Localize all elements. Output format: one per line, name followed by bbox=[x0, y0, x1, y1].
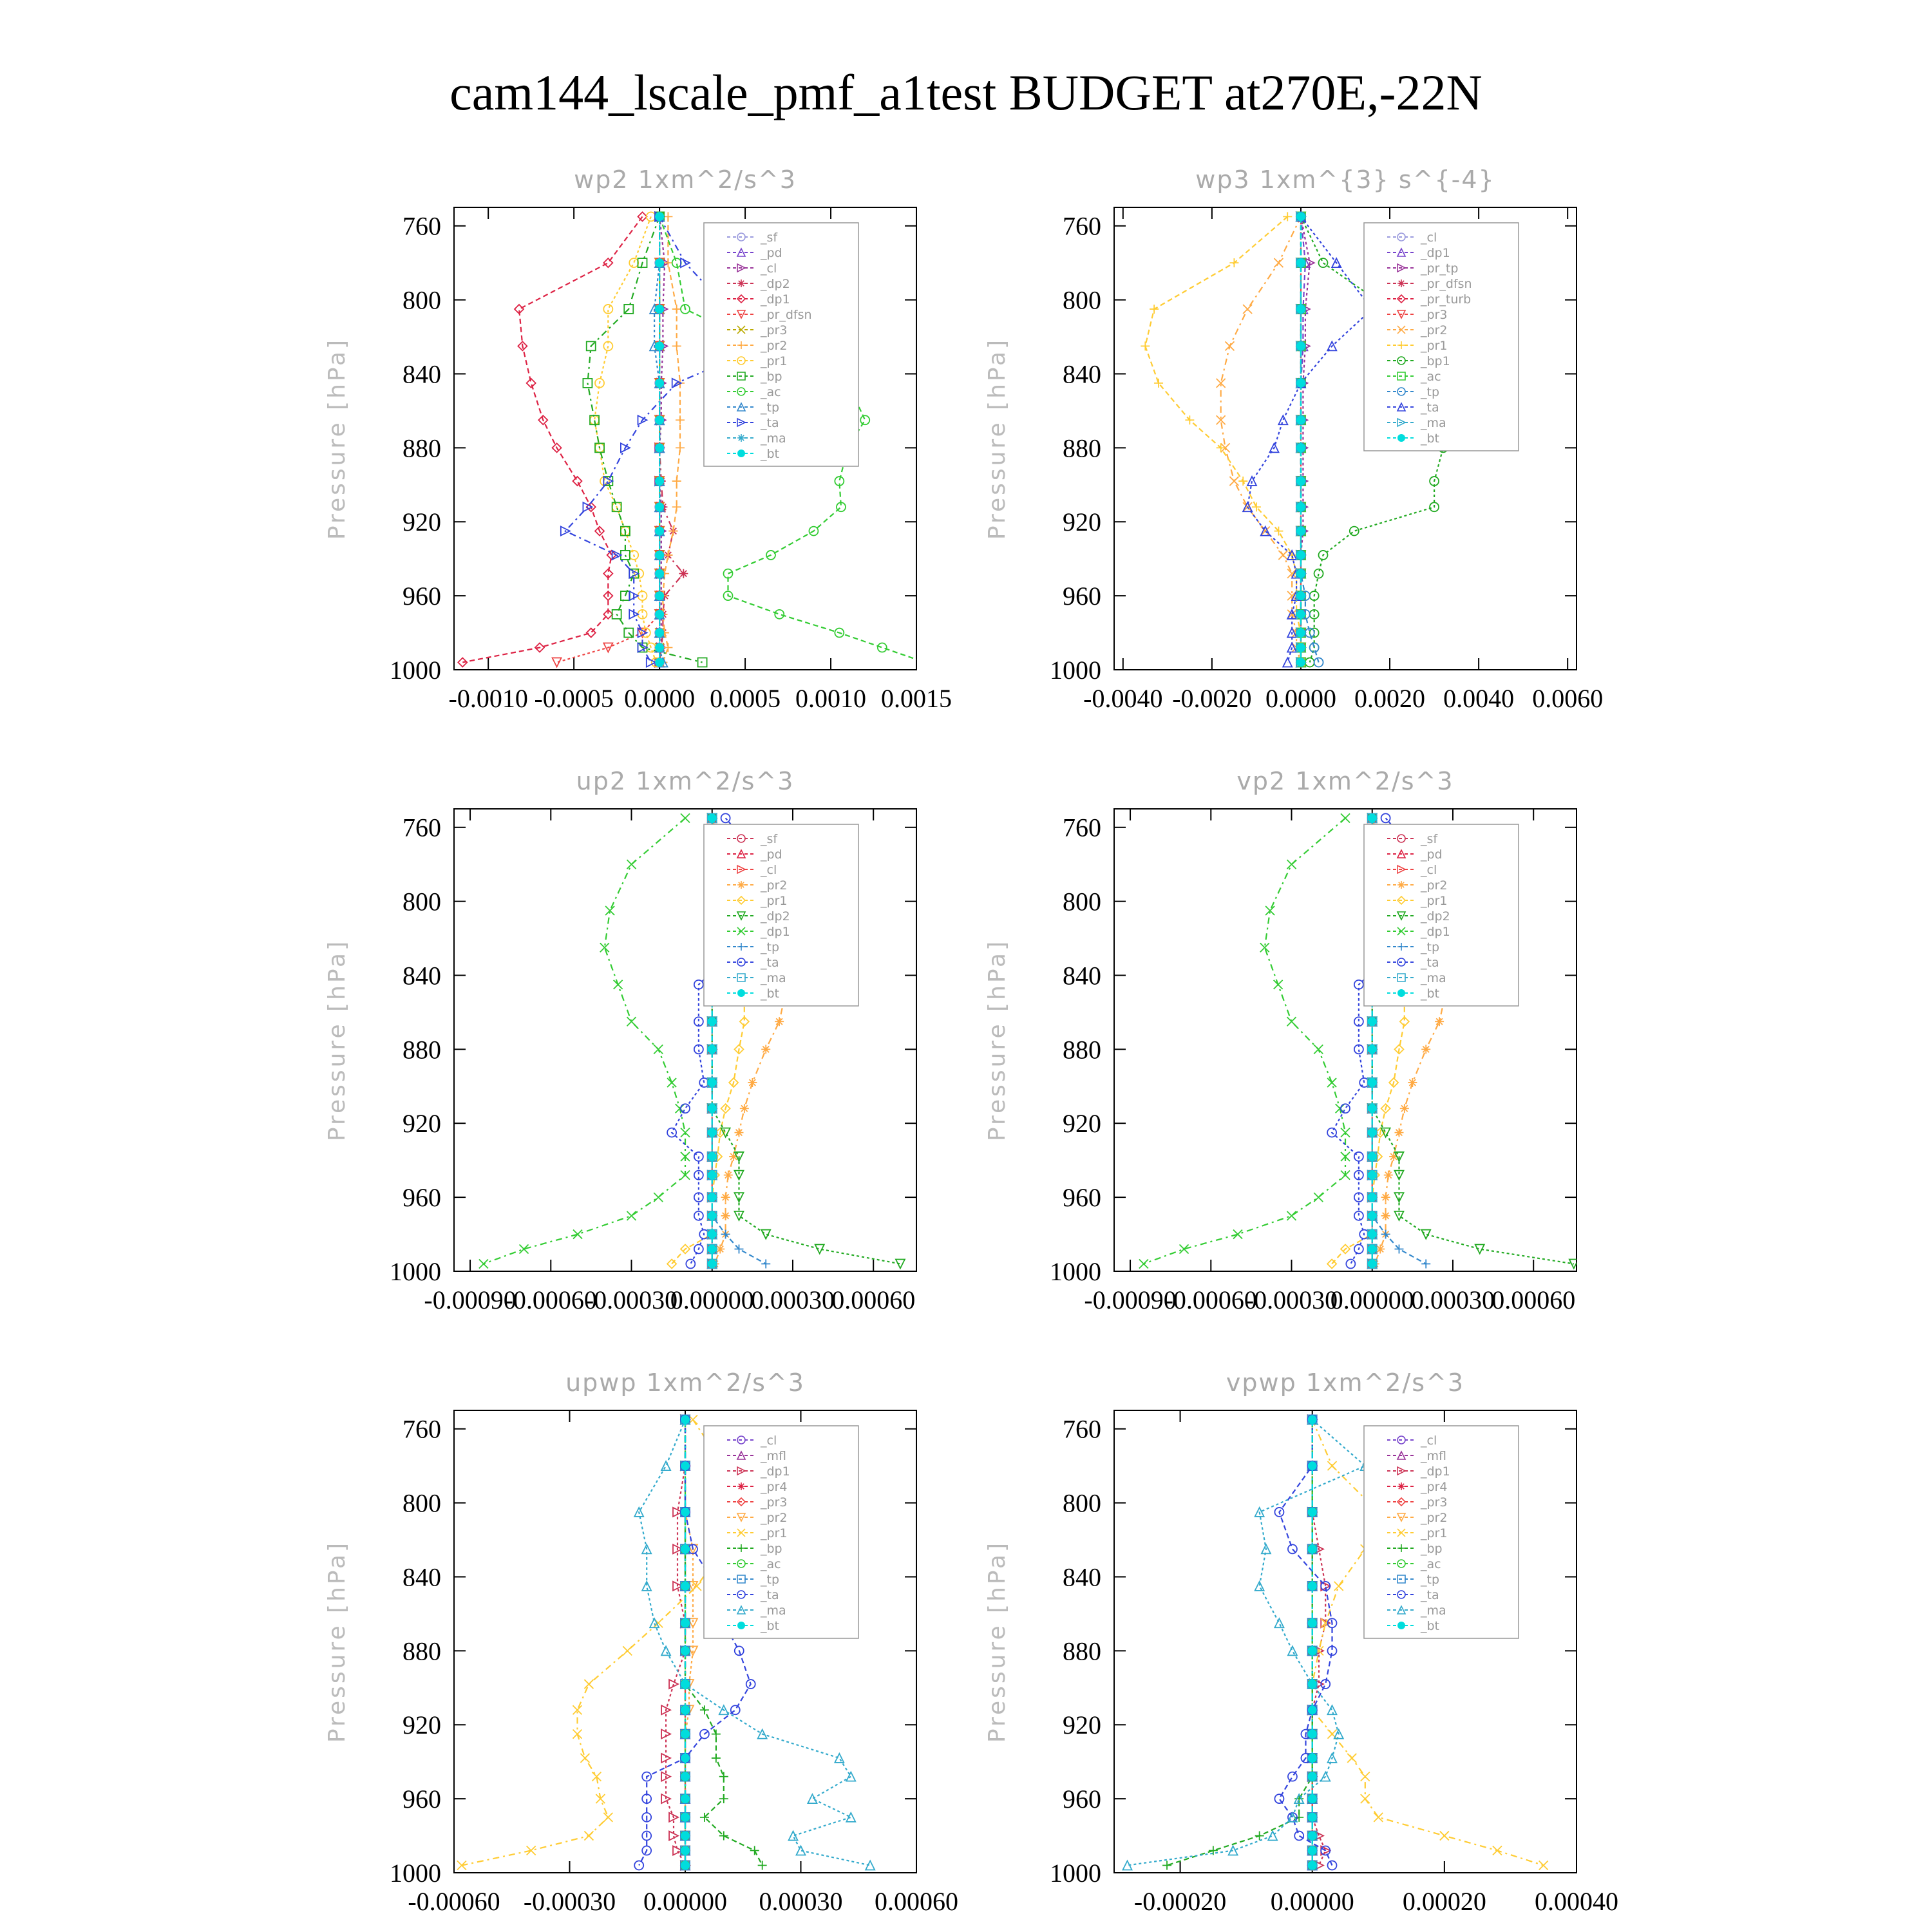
data-point bbox=[708, 1078, 717, 1087]
legend-label: _ta bbox=[761, 1588, 779, 1602]
data-point bbox=[748, 1078, 757, 1087]
data-point bbox=[1421, 1045, 1430, 1054]
data-point bbox=[681, 1415, 690, 1424]
legend-label: _bt bbox=[761, 1619, 780, 1633]
data-point bbox=[1368, 813, 1377, 822]
legend bbox=[704, 223, 858, 466]
legend-label: _ta bbox=[1421, 1588, 1439, 1602]
data-point bbox=[1296, 379, 1305, 388]
y-tick-label: 880 bbox=[1063, 1636, 1101, 1666]
y-tick-label: 880 bbox=[402, 433, 441, 463]
y-tick-label: 960 bbox=[402, 582, 441, 611]
legend-label: _pr3 bbox=[761, 1495, 788, 1510]
data-point bbox=[1296, 415, 1305, 424]
legend-label: _pd bbox=[761, 848, 782, 862]
legend-label: _pr2 bbox=[761, 1511, 788, 1525]
data-point bbox=[1308, 1461, 1317, 1470]
data-point bbox=[1368, 1211, 1377, 1220]
data-point bbox=[1368, 1245, 1377, 1254]
data-point bbox=[708, 1211, 717, 1220]
x-tick-label: 0.0005 bbox=[710, 684, 781, 713]
data-point bbox=[1308, 1415, 1317, 1424]
data-point bbox=[655, 258, 664, 267]
legend-label: _ma bbox=[1421, 971, 1446, 985]
x-tick-label: 0.0000 bbox=[1265, 684, 1336, 713]
x-tick-label: 0.0060 bbox=[1532, 684, 1604, 713]
x-tick-label: 0.0010 bbox=[795, 684, 867, 713]
x-tick-label: 0.00000 bbox=[1330, 1285, 1414, 1314]
data-point bbox=[1381, 1211, 1390, 1220]
data-point bbox=[708, 813, 717, 822]
data-point bbox=[681, 1772, 690, 1781]
legend-label: _dp2 bbox=[1421, 909, 1450, 923]
legend-label: _tp bbox=[761, 1573, 780, 1587]
legend-label: _cl bbox=[1421, 231, 1437, 245]
data-point bbox=[1296, 341, 1305, 350]
legend-label: _ma bbox=[1421, 1604, 1446, 1618]
data-point bbox=[681, 1794, 690, 1803]
data-point bbox=[708, 1104, 717, 1113]
legend-marker bbox=[1397, 279, 1405, 287]
legend-label: _mfl bbox=[761, 1449, 786, 1463]
data-point bbox=[1308, 1846, 1317, 1855]
legend-label: _sf bbox=[1421, 832, 1438, 846]
x-tick-label: 0.0000 bbox=[624, 684, 696, 713]
y-tick-label: 920 bbox=[402, 1710, 441, 1740]
legend-label: _pr_tp bbox=[1421, 261, 1459, 276]
x-tick-label: -0.00060 bbox=[504, 1285, 597, 1314]
y-tick-label: 760 bbox=[402, 813, 441, 842]
x-tick-label: -0.0010 bbox=[448, 684, 528, 713]
data-point bbox=[708, 1045, 717, 1054]
legend-label: _pr2 bbox=[761, 339, 788, 353]
y-tick-label: 960 bbox=[1063, 1183, 1101, 1213]
legend-label: _ta bbox=[1421, 401, 1439, 415]
x-tick-label: 0.00040 bbox=[1535, 1887, 1618, 1916]
data-point bbox=[1368, 1260, 1377, 1269]
data-point bbox=[681, 1680, 690, 1689]
data-point bbox=[1296, 502, 1305, 511]
data-point bbox=[1296, 527, 1305, 536]
legend-label: _bt bbox=[1421, 1619, 1440, 1633]
x-tick-label: -0.0005 bbox=[534, 684, 614, 713]
y-tick-label: 1000 bbox=[1050, 1859, 1101, 1888]
y-tick-label: 800 bbox=[402, 887, 441, 916]
data-point bbox=[1435, 1017, 1444, 1026]
y-tick-label: 840 bbox=[1063, 1562, 1101, 1592]
y-tick-label: 1000 bbox=[1050, 656, 1101, 685]
legend-label: _pr2 bbox=[1421, 323, 1448, 337]
legend-label: _mfl bbox=[1421, 1449, 1446, 1463]
data-point bbox=[655, 212, 664, 221]
x-tick-label: -0.00060 bbox=[1164, 1285, 1257, 1314]
legend-label: _ma bbox=[761, 431, 786, 446]
legend bbox=[704, 1426, 858, 1638]
y-tick-label: 880 bbox=[1063, 433, 1101, 463]
data-point bbox=[681, 1754, 690, 1763]
legend-label: _dp1 bbox=[1421, 1464, 1450, 1479]
legend-label: _ma bbox=[761, 1604, 786, 1618]
y-axis-label: Pressure [hPa] bbox=[984, 337, 1010, 540]
legend-label: _pr3 bbox=[761, 323, 788, 337]
data-point bbox=[655, 341, 664, 350]
legend-label: _tp bbox=[1421, 1573, 1440, 1587]
legend-label: _pr3 bbox=[1421, 1495, 1448, 1510]
panel-title: up2 1xm^2/s^3 bbox=[576, 767, 795, 795]
data-point bbox=[1308, 1861, 1317, 1870]
y-axis-label: Pressure [hPa] bbox=[324, 938, 350, 1142]
legend-label: _ta bbox=[1421, 956, 1439, 970]
data-point bbox=[761, 1045, 770, 1054]
data-point bbox=[655, 591, 664, 600]
legend-label: _ac bbox=[761, 385, 781, 399]
data-point bbox=[655, 610, 664, 619]
data-point bbox=[655, 569, 664, 578]
legend-label: _pr2 bbox=[1421, 1511, 1448, 1525]
legend-label: _tp bbox=[1421, 385, 1440, 399]
data-point bbox=[708, 1230, 717, 1239]
panel-title: upwp 1xm^2/s^3 bbox=[565, 1368, 805, 1397]
legend bbox=[704, 824, 858, 1006]
legend-label: _ta bbox=[761, 956, 779, 970]
data-point bbox=[681, 1618, 690, 1627]
legend-label: _dp2 bbox=[761, 277, 790, 291]
legend-label: _cl bbox=[761, 863, 777, 877]
legend-label: _pr2 bbox=[761, 878, 788, 893]
legend-label: _bt bbox=[1421, 987, 1440, 1001]
x-tick-label: -0.00030 bbox=[523, 1887, 616, 1916]
legend bbox=[1364, 824, 1519, 1006]
y-tick-label: 840 bbox=[402, 961, 441, 990]
x-tick-label: -0.00020 bbox=[1133, 1887, 1227, 1916]
data-point bbox=[655, 305, 664, 314]
data-point bbox=[1368, 1078, 1377, 1087]
legend-label: _ta bbox=[761, 416, 779, 430]
x-tick-label: 0.00000 bbox=[670, 1285, 754, 1314]
data-point bbox=[681, 1813, 690, 1822]
legend-marker bbox=[1397, 881, 1405, 889]
data-point bbox=[1308, 1680, 1317, 1689]
data-point bbox=[655, 415, 664, 424]
y-tick-label: 960 bbox=[1063, 1785, 1101, 1814]
data-point bbox=[655, 551, 664, 560]
data-point bbox=[1296, 212, 1305, 221]
y-tick-label: 880 bbox=[402, 1636, 441, 1666]
y-tick-label: 800 bbox=[402, 1488, 441, 1518]
legend-marker bbox=[1397, 989, 1405, 997]
data-point bbox=[1368, 1230, 1377, 1239]
y-tick-label: 1000 bbox=[1050, 1257, 1101, 1286]
legend-label: _pr1 bbox=[1421, 339, 1448, 353]
legend-label: _tp bbox=[1421, 940, 1440, 954]
data-point bbox=[708, 1128, 717, 1137]
legend-label: _pr1 bbox=[761, 1526, 788, 1540]
y-tick-label: 920 bbox=[1063, 507, 1101, 537]
y-tick-label: 760 bbox=[1063, 813, 1101, 842]
data-point bbox=[1296, 305, 1305, 314]
y-tick-label: 960 bbox=[402, 1183, 441, 1213]
legend-marker bbox=[737, 450, 745, 457]
data-point bbox=[1296, 591, 1305, 600]
legend-label: _pr1 bbox=[761, 354, 788, 368]
panel-title: vpwp 1xm^2/s^3 bbox=[1226, 1368, 1465, 1397]
legend-marker bbox=[737, 434, 745, 442]
x-tick-label: 0.0015 bbox=[881, 684, 952, 713]
data-point bbox=[1296, 258, 1305, 267]
x-tick-label: -0.0020 bbox=[1172, 684, 1252, 713]
y-axis-label: Pressure [hPa] bbox=[984, 938, 1010, 1142]
y-tick-label: 920 bbox=[402, 507, 441, 537]
data-point bbox=[1368, 1128, 1377, 1137]
data-point bbox=[708, 1152, 717, 1161]
y-tick-label: 1000 bbox=[390, 656, 441, 685]
data-point bbox=[1308, 1646, 1317, 1655]
legend-label: _tp bbox=[761, 940, 780, 954]
legend-label: _pr4 bbox=[761, 1480, 788, 1494]
legend-label: _pr4 bbox=[1421, 1480, 1448, 1494]
legend-label: _cl bbox=[761, 261, 777, 276]
data-point bbox=[1308, 1582, 1317, 1591]
y-tick-label: 760 bbox=[1063, 1414, 1101, 1444]
legend-label: _dp1 bbox=[761, 1464, 790, 1479]
legend-label: _bp bbox=[761, 1542, 782, 1556]
y-tick-label: 840 bbox=[1063, 961, 1101, 990]
data-point bbox=[1381, 1193, 1390, 1202]
y-tick-label: 960 bbox=[402, 1785, 441, 1814]
data-point bbox=[1368, 1045, 1377, 1054]
data-point bbox=[1308, 1772, 1317, 1781]
data-point bbox=[1308, 1544, 1317, 1553]
legend-label: _bt bbox=[1421, 431, 1440, 446]
y-tick-label: 800 bbox=[1063, 887, 1101, 916]
data-point bbox=[1308, 1754, 1317, 1763]
data-point bbox=[655, 379, 664, 388]
y-tick-label: 840 bbox=[402, 1562, 441, 1592]
legend-label: _pr1 bbox=[1421, 894, 1448, 908]
x-tick-label: -0.0040 bbox=[1083, 684, 1163, 713]
legend-label: _cl bbox=[1421, 863, 1437, 877]
data-point bbox=[681, 1646, 690, 1655]
x-tick-label: 0.00030 bbox=[750, 1285, 835, 1314]
x-tick-label: 0.00060 bbox=[831, 1285, 916, 1314]
data-point bbox=[1296, 658, 1305, 667]
data-point bbox=[1368, 1171, 1377, 1180]
data-point bbox=[1296, 477, 1305, 486]
legend-marker bbox=[737, 989, 745, 997]
data-point bbox=[655, 527, 664, 536]
y-tick-label: 840 bbox=[1063, 359, 1101, 389]
legend-label: _dp2 bbox=[761, 909, 790, 923]
y-tick-label: 800 bbox=[402, 285, 441, 315]
legend-marker bbox=[1397, 1622, 1405, 1629]
data-point bbox=[1296, 569, 1305, 578]
legend-label: _cl bbox=[1421, 1434, 1437, 1448]
x-tick-label: 0.00060 bbox=[875, 1887, 958, 1916]
legend-label: _pr_turb bbox=[1421, 292, 1472, 307]
legend-marker bbox=[737, 1482, 745, 1490]
data-point bbox=[1368, 1152, 1377, 1161]
legend-label: _bt bbox=[761, 447, 780, 461]
legend-label: _bt bbox=[761, 987, 780, 1001]
data-point bbox=[1296, 643, 1305, 652]
y-tick-label: 920 bbox=[1063, 1109, 1101, 1139]
y-tick-label: 760 bbox=[1063, 211, 1101, 241]
data-point bbox=[655, 643, 664, 652]
y-tick-label: 1000 bbox=[390, 1257, 441, 1286]
legend-marker bbox=[1397, 1482, 1405, 1490]
data-point bbox=[1308, 1618, 1317, 1627]
x-tick-label: 0.00030 bbox=[759, 1887, 843, 1916]
legend-label: _pr_dfsn bbox=[1421, 277, 1472, 291]
data-point bbox=[1308, 1705, 1317, 1714]
legend-label: _bp1 bbox=[1421, 354, 1450, 368]
data-point bbox=[734, 1128, 743, 1137]
legend-label: _sf bbox=[761, 231, 778, 245]
y-axis-label: Pressure [hPa] bbox=[324, 1540, 350, 1743]
panel-title: vp2 1xm^2/s^3 bbox=[1236, 767, 1454, 795]
data-point bbox=[708, 1193, 717, 1202]
data-point bbox=[1296, 610, 1305, 619]
y-tick-label: 960 bbox=[1063, 582, 1101, 611]
data-point bbox=[681, 1861, 690, 1870]
data-point bbox=[681, 1461, 690, 1470]
y-tick-label: 1000 bbox=[390, 1859, 441, 1888]
data-point bbox=[655, 658, 664, 667]
data-point bbox=[1308, 1794, 1317, 1803]
x-tick-label: 0.0040 bbox=[1443, 684, 1515, 713]
y-tick-label: 920 bbox=[402, 1109, 441, 1139]
legend-label: _sf bbox=[761, 832, 778, 846]
data-point bbox=[1384, 1171, 1393, 1180]
legend-label: _pr3 bbox=[1421, 308, 1448, 322]
legend-label: _pr2 bbox=[1421, 878, 1448, 893]
x-tick-label: -0.00090 bbox=[424, 1285, 516, 1314]
y-tick-label: 880 bbox=[1063, 1035, 1101, 1065]
legend-label: _ac bbox=[761, 1557, 781, 1571]
x-tick-label: -0.00060 bbox=[408, 1887, 500, 1916]
legend-label: _pr_dfsn bbox=[761, 308, 812, 322]
y-tick-label: 920 bbox=[1063, 1710, 1101, 1740]
data-point bbox=[655, 477, 664, 486]
data-point bbox=[681, 1582, 690, 1591]
legend-label: _pr1 bbox=[761, 894, 788, 908]
data-point bbox=[1308, 1730, 1317, 1739]
data-point bbox=[1308, 1832, 1317, 1841]
x-tick-label: 0.00060 bbox=[1492, 1285, 1576, 1314]
data-point bbox=[681, 1508, 690, 1517]
legend-label: _ma bbox=[761, 971, 786, 985]
legend-label: _cl bbox=[761, 1434, 777, 1448]
legend bbox=[1364, 223, 1519, 451]
data-point bbox=[681, 1705, 690, 1714]
x-tick-label: 0.00020 bbox=[1402, 1887, 1486, 1916]
data-point bbox=[708, 1260, 717, 1269]
y-axis-label: Pressure [hPa] bbox=[324, 337, 350, 540]
x-tick-label: -0.00030 bbox=[585, 1285, 678, 1314]
panel-title: wp2 1xm^2/s^3 bbox=[574, 166, 797, 194]
data-point bbox=[681, 1730, 690, 1739]
figure-title: cam144_lscale_pmf_a1test BUDGET at270E,-22N bbox=[450, 64, 1482, 120]
y-tick-label: 800 bbox=[1063, 285, 1101, 315]
x-tick-label: 0.00030 bbox=[1410, 1285, 1495, 1314]
y-tick-label: 840 bbox=[402, 359, 441, 389]
data-point bbox=[1368, 1017, 1377, 1026]
legend-marker bbox=[737, 881, 745, 889]
data-point bbox=[1296, 443, 1305, 452]
legend-label: _pd bbox=[1421, 848, 1443, 862]
data-point bbox=[1296, 551, 1305, 560]
y-axis-label: Pressure [hPa] bbox=[984, 1540, 1010, 1743]
legend-label: _ac bbox=[1421, 1557, 1441, 1571]
x-tick-label: 0.00000 bbox=[1270, 1887, 1354, 1916]
data-point bbox=[708, 1245, 717, 1254]
data-point bbox=[1368, 1193, 1377, 1202]
data-point bbox=[681, 1544, 690, 1553]
legend-label: _dp1 bbox=[761, 292, 790, 307]
legend-label: _dp1 bbox=[1421, 925, 1450, 939]
data-point bbox=[708, 1017, 717, 1026]
legend-label: _tp bbox=[761, 401, 780, 415]
x-tick-label: 0.0020 bbox=[1354, 684, 1426, 713]
legend-label: _ac bbox=[1421, 370, 1441, 384]
legend-label: _bp bbox=[761, 370, 782, 384]
x-tick-label: -0.00090 bbox=[1084, 1285, 1177, 1314]
data-point bbox=[655, 502, 664, 511]
legend-label: _dp1 bbox=[761, 925, 790, 939]
legend-marker bbox=[737, 1622, 745, 1629]
data-point bbox=[681, 1832, 690, 1841]
y-tick-label: 880 bbox=[402, 1035, 441, 1065]
legend-label: _dp1 bbox=[1421, 246, 1450, 260]
y-tick-label: 760 bbox=[402, 1414, 441, 1444]
x-tick-label: 0.00000 bbox=[643, 1887, 727, 1916]
data-point bbox=[1394, 1128, 1403, 1137]
data-point bbox=[681, 1846, 690, 1855]
data-point bbox=[1308, 1508, 1317, 1517]
y-tick-label: 760 bbox=[402, 211, 441, 241]
legend bbox=[1364, 1426, 1519, 1638]
data-point bbox=[1408, 1078, 1417, 1087]
x-tick-label: -0.00030 bbox=[1245, 1285, 1338, 1314]
legend-label: _bp bbox=[1421, 1542, 1443, 1556]
data-point bbox=[1296, 629, 1305, 638]
legend-marker bbox=[737, 279, 745, 287]
data-point bbox=[1308, 1813, 1317, 1822]
data-point bbox=[708, 1171, 717, 1180]
data-point bbox=[655, 443, 664, 452]
data-point bbox=[1368, 1104, 1377, 1113]
panel-title: wp3 1xm^{3} s^{-4} bbox=[1195, 166, 1495, 194]
legend-label: _ma bbox=[1421, 416, 1446, 430]
y-tick-label: 800 bbox=[1063, 1488, 1101, 1518]
legend-label: _pd bbox=[761, 246, 782, 260]
legend-label: _pr1 bbox=[1421, 1526, 1448, 1540]
data-point bbox=[655, 629, 664, 638]
legend-marker bbox=[1397, 434, 1405, 442]
